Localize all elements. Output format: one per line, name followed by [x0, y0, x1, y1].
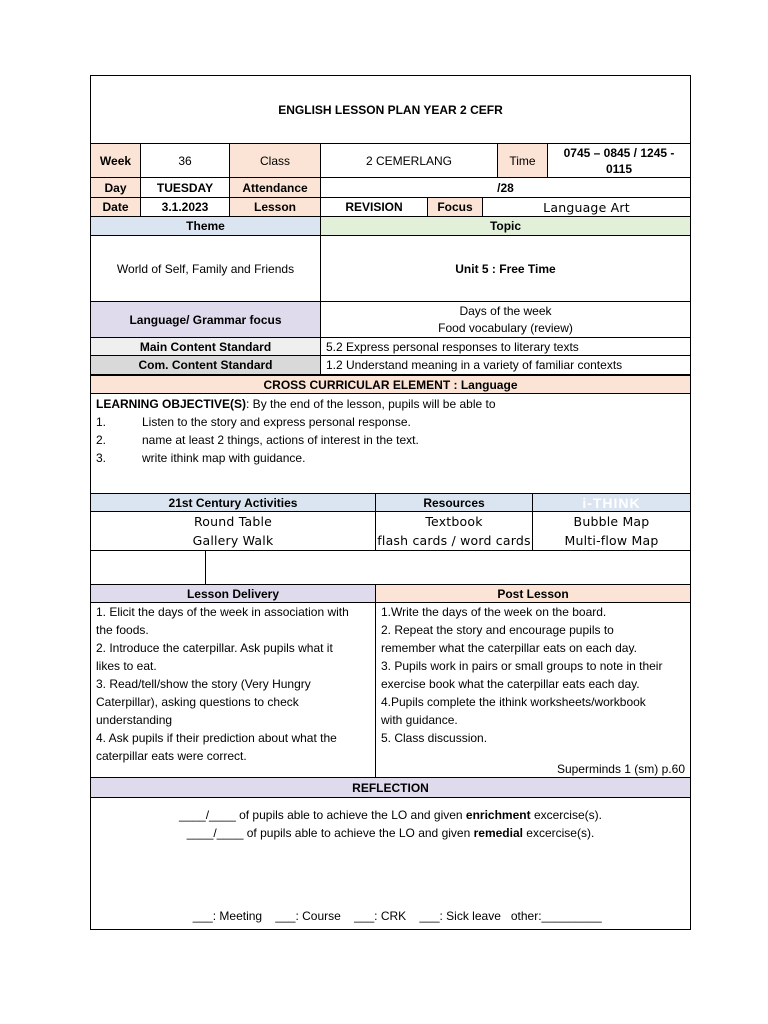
objectives-lead: LEARNING OBJECTIVE(S): By the end of the lesson, pupils will be able to: [96, 397, 496, 411]
date-label: Date: [90, 197, 141, 217]
attendance-label: Attendance: [229, 177, 321, 198]
main-content-standard-label: Main Content Standard: [90, 337, 321, 356]
reflection-body: [90, 797, 691, 930]
theme-header: Theme: [90, 216, 321, 236]
reflection-header: REFLECTION: [90, 777, 691, 798]
lesson-plan-title: [90, 75, 691, 144]
resource-item: flash cards / word cards: [377, 533, 531, 548]
resource-item: Textbook: [425, 514, 483, 529]
date-value: 3.1.2023: [140, 197, 230, 217]
topic-header: Topic: [320, 216, 691, 236]
time-label: Time: [497, 143, 548, 178]
objective-item: 1. Listen to the story and express personal response.: [96, 415, 411, 429]
reflection-enrichment-line: ____/____ of pupils able to achieve the LO and given enrichment excercise(s).: [179, 808, 602, 822]
objective-item: 3. write ithink map with guidance.: [96, 451, 306, 465]
grammar-focus-label: Language/ Grammar focus: [90, 301, 321, 338]
main-content-standard-value: 5.2 Express personal responses to literary texts: [320, 337, 691, 356]
post-lesson-reference: Superminds 1 (sm) p.60: [556, 762, 685, 776]
ithink-header: i-THINK: [532, 493, 691, 512]
lesson-label: Lesson: [229, 197, 321, 217]
day-value: TUESDAY: [140, 177, 230, 198]
reflection-remedial-line: ____/____ of pupils able to achieve the LO and given remedial excercise(s).: [186, 826, 595, 840]
class-label: Class: [229, 143, 321, 178]
theme-value: World of Self, Family and Friends: [90, 235, 321, 302]
blank-cell-right: [205, 550, 691, 585]
lesson-delivery-header: Lesson Delivery: [90, 584, 376, 603]
focus-value: Language Art: [482, 197, 691, 217]
time-value: 0745 – 0845 / 1245 - 0115: [547, 143, 691, 178]
class-value: 2 CEMERLANG: [320, 143, 498, 178]
activities-header: 21st Century Activities: [90, 493, 376, 512]
lesson-value: REVISION: [320, 197, 428, 217]
activity-item: Gallery Walk: [192, 533, 274, 548]
blank-cell-left: [90, 550, 206, 585]
com-content-standard-value: 1.2 Understand meaning in a variety of familiar contexts: [320, 355, 691, 375]
learning-objectives: [90, 393, 691, 494]
objective-item: 2. name at least 2 things, actions of interest in the text.: [96, 433, 419, 447]
week-value: 36: [140, 143, 230, 178]
attendance-value: /28: [320, 177, 691, 198]
activity-item: Round Table: [193, 514, 273, 529]
reflection-absence-line: ___: Meeting ___: Course ___: CRK ___: Sick leave other:_________: [192, 909, 602, 923]
post-lesson-header: Post Lesson: [375, 584, 691, 603]
ithink-list: [532, 511, 691, 551]
resources-list: [375, 511, 533, 551]
com-content-standard-label: Com. Content Standard: [90, 355, 321, 375]
focus-label: Focus: [427, 197, 483, 217]
day-label: Day: [90, 177, 141, 198]
post-lesson-body: 1.Write the days of the week on the board. 2. Repeat the story and encourage pupils to remember what the caterpillar eats on each day. 3. Pupils work in pairs or small groups to note in their exercise book what the caterpillar eats each day. 4.Pupils complete the ithink worksheets/workbook with guidance. 5. Class discussion. Superminds 1 (sm) p.60: [375, 602, 691, 778]
topic-value: Unit 5 : Free Time: [320, 235, 691, 302]
cross-curricular-element: CROSS CURRICULAR ELEMENT : Language: [90, 374, 691, 394]
activities-list: [90, 511, 376, 551]
title-text: ENGLISH LESSON PLAN YEAR 2 CEFR: [278, 102, 503, 117]
ithink-map-item: Multi-flow Map: [564, 533, 659, 548]
ithink-map-item: Bubble Map: [573, 514, 650, 529]
grammar-focus-value: Days of the week Food vocabulary (review): [320, 301, 691, 338]
lesson-delivery-body: 1. Elicit the days of the week in association with the foods. 2. Introduce the caterpillar. Ask pupils what it likes to eat. 3. Read/tell/show the story (Very Hungry Caterpillar), asking questions to check understanding 4. Ask pupils if their prediction about what the caterpillar eats were correct.: [90, 602, 376, 778]
week-label: Week: [90, 143, 141, 178]
resources-header: Resources: [375, 493, 533, 512]
